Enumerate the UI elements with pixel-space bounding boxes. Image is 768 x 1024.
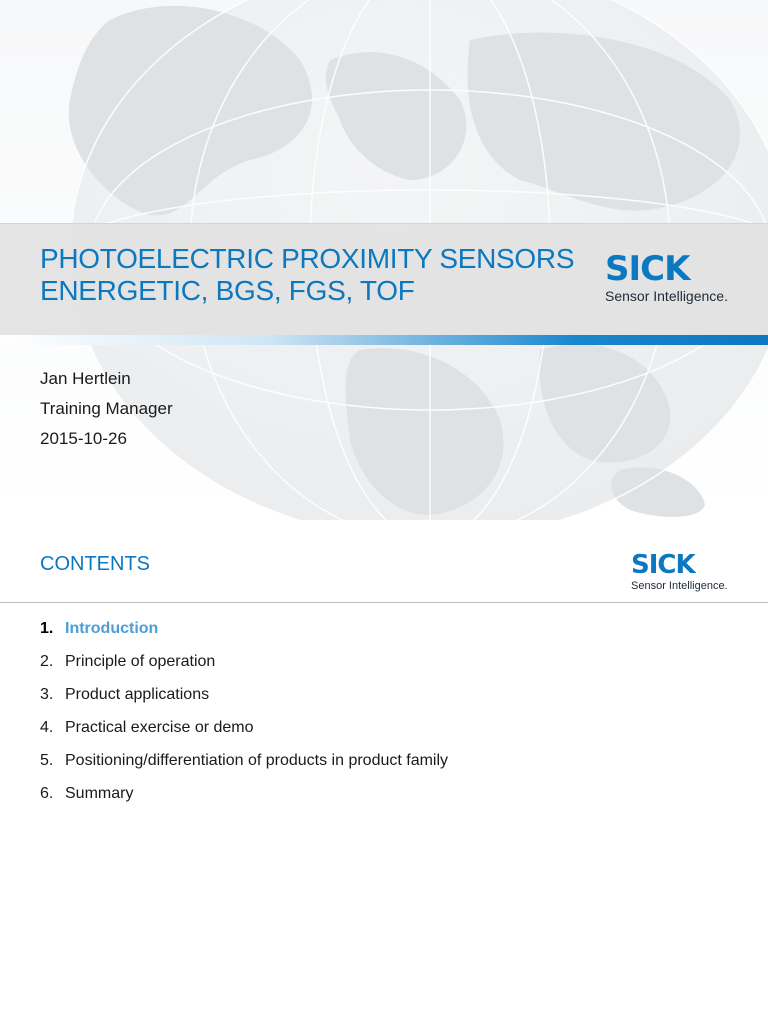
agenda-item-exercise [40,711,448,744]
presenter-info [40,364,173,454]
presentation-title [40,243,574,307]
agenda-label: Positioning/differentiation of products in product family [65,752,449,769]
agenda-number: 4. [40,719,54,736]
accent-gradient-bar [0,335,768,345]
sick-logo-small [631,550,728,592]
agenda-number: 3. [40,686,54,703]
agenda-number: 5. [40,752,54,769]
presenter-role: Training Manager [40,399,173,418]
logo-wordmark-small: SICK [631,550,695,580]
contents-heading: CONTENTS [40,553,150,575]
presentation-date: 2015-10-26 [40,429,127,448]
logo-wordmark: SICK [605,249,690,289]
agenda-number: 2. [40,653,54,670]
agenda-number: 1. [40,620,54,637]
title-line-1: PHOTOELECTRIC PROXIMITY SENSORS [40,243,575,274]
agenda-label: Practical exercise or demo [65,719,254,736]
logo-tagline: Sensor Intelligence. [605,288,728,304]
agenda-number: 6. [40,785,54,802]
agenda-item-applications [40,678,448,711]
title-line-2: ENERGETIC, BGS, FGS, TOF [40,275,415,306]
agenda-item-positioning [40,744,448,777]
agenda-label: Summary [65,785,134,802]
agenda-item-introduction [40,612,448,645]
agenda-label: Principle of operation [65,653,216,670]
contents-divider [0,602,768,603]
logo-tagline-small: Sensor Intelligence. [631,580,728,592]
sick-logo [605,250,728,304]
agenda-list [40,612,448,810]
agenda-label: Product applications [65,686,210,703]
agenda-label: Introduction [65,620,159,637]
agenda-item-summary [40,777,448,810]
agenda-item-principle [40,645,448,678]
presenter-name: Jan Hertlein [40,369,131,388]
